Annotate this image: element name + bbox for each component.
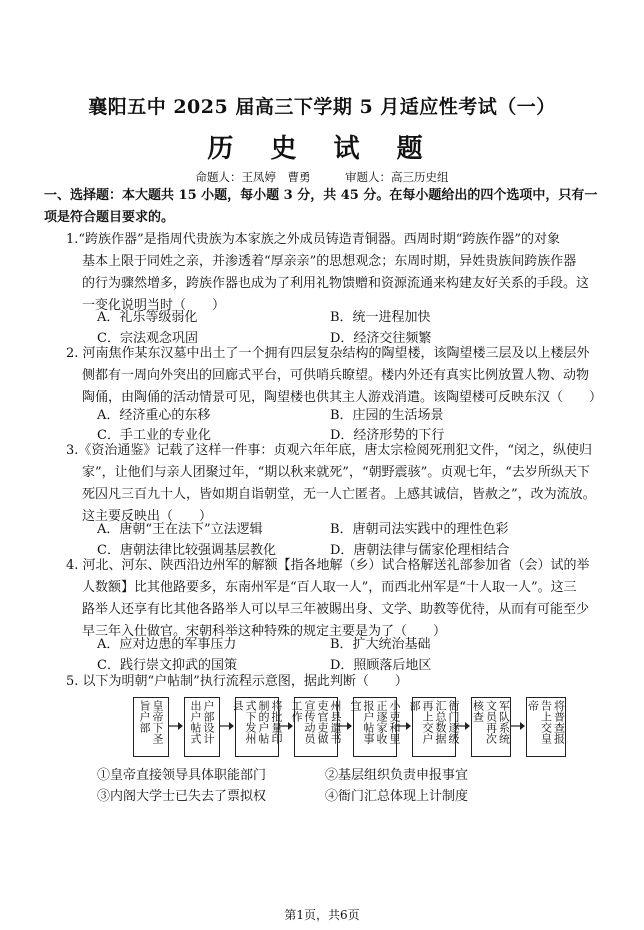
flow-step: 户部设计出户帖式	[184, 697, 220, 757]
authors-line: 命题人：王凤婷 曹勇 审题人：高三历史组	[195, 170, 449, 184]
flow-step: 将普查报告上交皇帝	[526, 697, 566, 757]
q2-stem: 侧都有一周向外突出的回廊式平台，可供哨兵瞭望。楼内外还有真实比例放置人物、动物	[82, 368, 590, 383]
q1-option-c: C．宗法观念巩固	[97, 331, 198, 346]
flow-arrow-icon	[169, 721, 183, 731]
q1-option-a: A．礼乐等级弱化	[97, 310, 198, 325]
flow-step: 将批量印制的户帖式下发州县	[235, 697, 279, 757]
q1-stem: 的行为骤然增多，跨族作器也成为了利用礼物馈赠和资源流通来构建友好关系的手段。这	[82, 276, 590, 291]
q1-option-b: B．统一进程加快	[330, 310, 431, 325]
q4-option-b: B．扩大统治基础	[330, 637, 431, 652]
q2-stem: 陶俑，由陶俑的活动情景可见，陶望楼也供其主人游戏消遣。该陶望楼可反映东汉（ ）	[82, 390, 603, 405]
flow-step: 军队系统文员再次核查	[471, 697, 511, 757]
q4-option-d: D．照顾落后地区	[330, 658, 432, 673]
q2-option-b: B．庄园的生活场景	[330, 408, 444, 423]
flow-arrow-icon	[456, 721, 470, 731]
q4-stem: 人数额】比其他路要多，东南州军是“百人取一人”，而西北州军是“十人取一人”。这三	[82, 580, 577, 595]
q4-option-a: A．应对边患的军事压力	[97, 637, 237, 652]
q5-stem: 5. 以下为明朝“户帖制”执行流程示意图，据此判断（ ）	[66, 674, 408, 689]
q3-option-d: D．唐朝法律与儒家伦理相结合	[330, 543, 510, 558]
exam-title: 襄阳五中 2025 届高三下学期 5 月适应性考试（一）	[88, 96, 556, 118]
q2-option-a: A．经济重心的东移	[97, 408, 211, 423]
q3-option-b: B．唐朝司法实践中的理性色彩	[330, 522, 509, 537]
section-heading-cont: 项是符合题目要求的。	[44, 210, 175, 225]
q2-option-d: D．经济形势的下行	[330, 428, 445, 443]
q2-stem: 2. 河南焦作某东汉墓中出土了一个拥有四层复杂结构的陶望楼，该陶望楼三层及以上楼层外	[66, 346, 590, 361]
q1-stem: 1.“跨族作器”是指周代贵族为本家族之外成员铸造青铜器。西周时期“跨族作器”的对象	[66, 232, 560, 247]
q3-stem: 这主要反映出（ ）	[82, 509, 213, 524]
flow-step: 州县遣书吏官吏做宣传动员工作	[294, 697, 338, 757]
q3-stem: 死囚凡三百九十人，皆如期自诣朝堂，无一人亡匿者。上感其诚信，皆赦之”，改为流放。	[82, 487, 596, 502]
flow-arrow-icon	[511, 721, 525, 731]
q4-stem: 路举人还享有比其他各路举人可以早三年被賜出身、文学、助教等优待，从而有可能至少	[82, 602, 590, 617]
q3-option-c: C．唐朝法律比较强调基层教化	[97, 543, 276, 558]
flow-step: 小吏和里正逐家收报户帖事宜	[353, 697, 397, 757]
q1-stem: 一变化说明当时（ ）	[82, 298, 226, 313]
q4-option-c: C．践行崇文抑武的国策	[97, 658, 237, 673]
q3-stem: 家”，让他们与亲人团聚过年，“期以秋来就死”，“朝野震骇”。贞观七年，“去岁所纵天下	[82, 465, 590, 480]
q5-statement-3: ③内阁大学士已失去了票拟权	[97, 789, 267, 804]
section-heading: 一、选择题：本大题共 15 小题，每小题 3 分，共 45 分。在每小题给出的四个选项中，只有一	[44, 188, 598, 203]
household-register-flowchart	[133, 697, 593, 757]
q1-stem: 基本上限于同姓之亲，并渗透着“厚亲亲”的思想观念；东周时期，异姓贵族间跨族作器	[82, 254, 577, 269]
q3-option-a: A．唐朝“王在法下”立法逻辑	[97, 522, 263, 537]
flow-step: 皇帝下圣旨户部	[133, 697, 169, 757]
q3-stem: 3.《资治通鉴》记载了这样一件事：贞观六年年底，唐太宗检阅死刑犯文件，“闵之，纵使归	[66, 443, 593, 458]
q1-option-d: D．经济交往频繁	[330, 331, 432, 346]
q2-option-c: C．手工业的专业化	[97, 428, 211, 443]
q5-statement-1: ①皇帝直接领导具体职能部门	[97, 768, 267, 783]
flow-step: 衙门逐级汇总数据再上交户部	[412, 697, 456, 757]
subject-title: 历 史 试 题	[207, 134, 437, 164]
q4-stem: 4. 河北、河东、陕西沿边州军的解额【指各地解（乡）试合格解送礼部参加省（会）试的举	[66, 558, 590, 573]
page-number: 第1页，共6页	[284, 908, 360, 922]
q5-statement-2: ②基层组织负责申报事宜	[325, 768, 469, 783]
q4-stem: 早三年入仕做官。宋朝科举这种特殊的规定主要是为了（ ）	[82, 624, 447, 639]
q5-statement-4: ④衙门汇总体现上计制度	[325, 789, 469, 804]
